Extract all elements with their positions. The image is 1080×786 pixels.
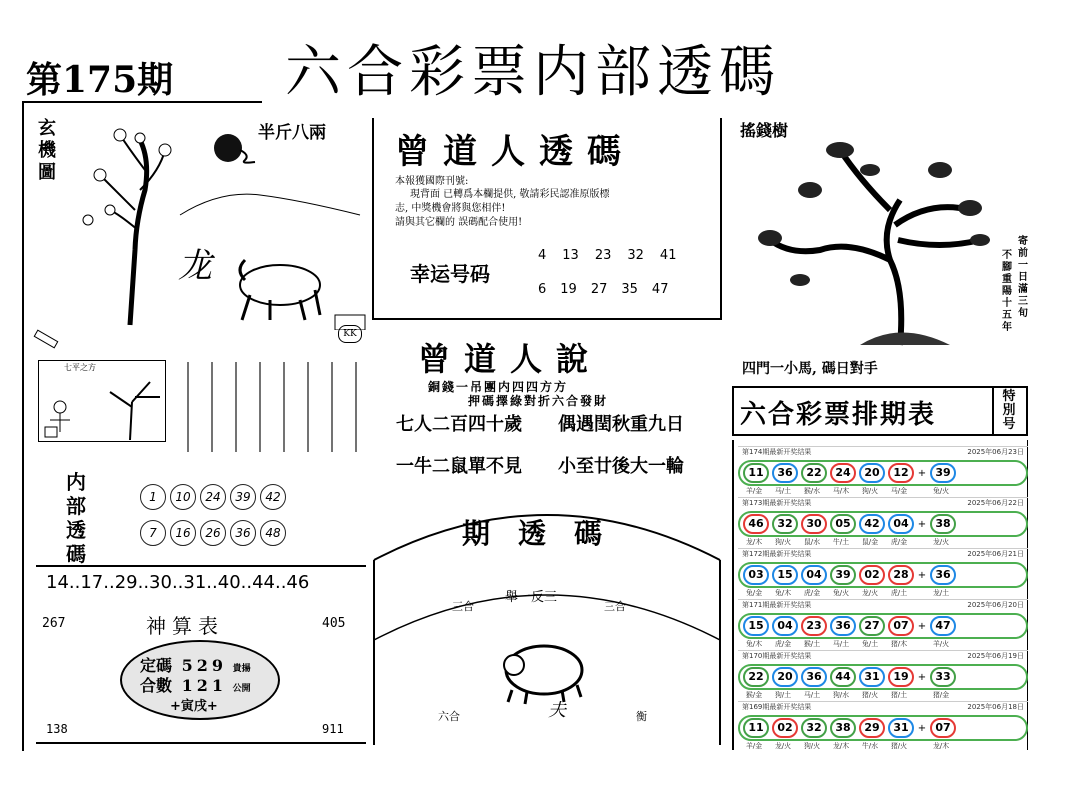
small-pic-drawing: [40, 372, 164, 440]
number-line-border: [36, 565, 366, 567]
draw-row: [738, 701, 1028, 751]
middle-right-border: [720, 118, 722, 318]
draw-ball: 31: [859, 667, 885, 687]
special-ball: 07: [930, 718, 956, 738]
shensuan-line2-label: 合數: [140, 676, 173, 695]
zodiac: 鼠/金: [861, 538, 879, 546]
page-title: 六合彩票内部透碼: [285, 40, 781, 105]
left-vertical-border: [22, 101, 24, 751]
draw-row: [738, 548, 1028, 598]
circled-row-2: [140, 520, 290, 546]
sanhe-left: 三合: [452, 600, 474, 613]
lucky-label: 幸运号码: [410, 262, 490, 286]
zodiac: 马/土: [803, 691, 821, 699]
shensuan-line2-value: 121: [181, 676, 227, 695]
zodiac: 狗/土: [774, 691, 792, 699]
special-ball: 47: [930, 616, 956, 636]
draw-ball: 31: [888, 718, 914, 738]
left-bottom-border: [36, 742, 366, 744]
zodiac: 狗/火: [861, 487, 879, 495]
shensuan-line2: [140, 673, 251, 696]
notice-line-4: 請與其它欄的 誤碼配合使用!: [395, 217, 523, 228]
zodiac: 虎/金: [774, 640, 792, 648]
special-ball: 38: [930, 514, 956, 534]
zodiac: 兔/木: [774, 589, 792, 597]
draw-date: 2025年06月19日: [967, 652, 1024, 660]
special-zodiac: 兔/火: [932, 487, 950, 495]
dragon-char: 龙: [178, 246, 212, 286]
shensuan-line3: +寅戌+: [170, 699, 218, 714]
draw-date: 2025年06月18日: [967, 703, 1024, 711]
draw-ball: 02: [859, 565, 885, 585]
notice-line-2: 現背面 已轉爲本欄提供, 敬請彩民認准原版標: [410, 189, 610, 200]
draw-ball: 02: [772, 718, 798, 738]
draw-ball: 15: [772, 565, 798, 585]
lucky-number: 19: [560, 282, 577, 297]
liuhe: 六合: [438, 710, 460, 723]
draw-period: 第173期最新开奖结果: [742, 499, 812, 507]
side-text-2: 不腳重陽十五年: [1002, 250, 1012, 333]
middle-divider-1: [372, 318, 722, 320]
small-pic-text: 七平之方: [64, 363, 96, 372]
draw-period: 第170期最新开奖结果: [742, 652, 812, 660]
draw-row: [738, 599, 1028, 649]
draw-ball: 24: [830, 463, 856, 483]
money-tree-drawing: [740, 130, 1000, 350]
poem-line-3-left: 七人二百四十歲: [396, 414, 522, 435]
draw-ball: 27: [859, 616, 885, 636]
lucky-number: 13: [562, 248, 579, 263]
lucky-number: 6: [538, 282, 547, 297]
draw-ball: 38: [830, 718, 856, 738]
special-zodiac: 龙/土: [932, 589, 950, 597]
draw-ball: 32: [772, 514, 798, 534]
zodiac: 虎/土: [890, 589, 908, 597]
circled-number: 39: [230, 484, 256, 510]
heng: 衡: [636, 710, 647, 723]
draw-row: [738, 446, 1028, 496]
plus-icon: +: [917, 569, 927, 581]
draw-ball: 19: [888, 667, 914, 687]
draw-ball: 05: [830, 514, 856, 534]
sanhe-right: 三合: [604, 600, 626, 613]
draw-period: 第171期最新开奖结果: [742, 601, 812, 609]
circled-number: 24: [200, 484, 226, 510]
draw-ball: 36: [801, 667, 827, 687]
poem-line-4-right: 小至廿後大一輪: [558, 456, 684, 477]
draw-ball: 20: [859, 463, 885, 483]
zodiac: 龙/火: [774, 742, 792, 750]
section-title-1: 曾道人透碼: [395, 132, 635, 172]
zodiac: 牛/水: [861, 742, 879, 750]
zodiac: 猪/木: [890, 640, 908, 648]
draw-ball: 36: [772, 463, 798, 483]
tree-bottom-text: 四門一小馬, 碼日對手: [742, 361, 878, 377]
zodiac: 马/木: [832, 487, 850, 495]
draw-ball: 03: [743, 565, 769, 585]
draw-period: 第174期最新开奖结果: [742, 448, 812, 456]
special-ball: 39: [930, 463, 956, 483]
draw-period: 第172期最新开奖结果: [742, 550, 812, 558]
shensuan-line1-label: 定碼: [140, 656, 173, 675]
pencil-icon: [34, 330, 59, 349]
circled-number: 42: [260, 484, 286, 510]
lucky-number: 41: [659, 248, 677, 263]
draw-ball: 22: [801, 463, 827, 483]
poem-line-1: 銅錢一吊團内四四方方: [428, 380, 569, 394]
zodiac: 猪/火: [861, 691, 879, 699]
lucky-row-1: [538, 248, 676, 263]
zodiac: 羊/金: [745, 487, 763, 495]
shensuan-tag2: 公開: [232, 684, 251, 694]
zodiac: 猴/土: [803, 640, 821, 648]
draw-ball: 07: [888, 616, 914, 636]
zodiac: 虎/金: [803, 589, 821, 597]
zodiac: 龙/木: [832, 742, 850, 750]
special-zodiac: 龙/木: [932, 742, 950, 750]
circled-number: 48: [260, 520, 286, 546]
draw-ball: 04: [801, 565, 827, 585]
plus-icon: +: [917, 518, 927, 530]
number-line: 14..17..29..30..31..40..44..46: [46, 572, 310, 593]
zodiac: 羊/金: [745, 742, 763, 750]
special-zodiac: 龙/火: [932, 538, 950, 546]
handwriting-columns: [175, 362, 365, 452]
special-ball: 36: [930, 565, 956, 585]
draw-ball: 44: [830, 667, 856, 687]
poem-line-2: 押碼擇綠對折六合發財: [468, 394, 609, 408]
draw-ball: 11: [743, 463, 769, 483]
left-num: 267: [42, 616, 66, 631]
xuanji-label: 玄機圖: [38, 118, 56, 183]
draw-ball: 11: [743, 718, 769, 738]
draw-ball: 20: [772, 667, 798, 687]
zodiac: 马/土: [774, 487, 792, 495]
left-bottom-num: 138: [46, 722, 68, 736]
draw-period: 第169期最新开奖结果: [742, 703, 812, 711]
plus-icon: +: [917, 722, 927, 734]
weight-text: 半斤八兩: [258, 123, 326, 143]
draw-date: 2025年06月23日: [967, 448, 1024, 456]
draw-ball: 04: [772, 616, 798, 636]
lucky-number: 27: [590, 282, 608, 297]
lucky-row-2: [538, 282, 668, 297]
circled-number: 7: [140, 520, 166, 546]
zodiac: 狗/火: [803, 742, 821, 750]
lucky-number: 4: [538, 248, 547, 263]
draw-row: [738, 650, 1028, 700]
circled-number: 36: [230, 520, 256, 546]
section-title-3: 期透碼: [462, 517, 631, 550]
poem-line-4-left: 一牛二鼠單不見: [396, 456, 522, 477]
kk-label: KK: [338, 325, 362, 343]
zodiac: 狗/火: [774, 538, 792, 546]
draw-ball: 12: [888, 463, 914, 483]
zodiac: 牛/土: [832, 538, 850, 546]
lucky-number: 47: [651, 282, 669, 297]
zodiac: 兔/火: [832, 589, 850, 597]
section-title-2: 曾道人說: [418, 340, 603, 378]
notice-line-1: 本報獲國際刊號:: [395, 176, 469, 187]
draw-ball: 30: [801, 514, 827, 534]
draw-ball: 46: [743, 514, 769, 534]
zodiac: 猪/土: [890, 691, 908, 699]
zodiac: 狗/水: [832, 691, 850, 699]
zodiac: 猴/水: [803, 487, 821, 495]
special-label: 特別号: [1002, 389, 1016, 432]
draw-ball: 32: [801, 718, 827, 738]
zodiac: 龙/火: [861, 589, 879, 597]
zodiac: 鼠/水: [803, 538, 821, 546]
left-top-border: [22, 101, 262, 103]
circled-row-1: [140, 484, 290, 510]
inner-code-label: 内部透碼: [66, 470, 86, 566]
zodiac: 兔/金: [745, 589, 763, 597]
plus-icon: +: [917, 671, 927, 683]
center-text: 舉一反三: [505, 590, 558, 605]
special-zodiac: 猪/金: [932, 691, 950, 699]
draw-ball: 04: [888, 514, 914, 534]
plus-icon: +: [917, 620, 927, 632]
lucky-number: 23: [594, 248, 612, 263]
lucky-number: 35: [621, 282, 638, 297]
xuanji-drawing: [60, 120, 370, 330]
draw-row: [738, 497, 1028, 547]
zodiac: 龙/木: [745, 538, 763, 546]
plus-icon: +: [917, 467, 927, 479]
shensuan-line1-value: 529: [181, 656, 227, 675]
draw-ball: 39: [830, 565, 856, 585]
zodiac: 马/金: [890, 487, 908, 495]
draw-ball: 23: [801, 616, 827, 636]
circled-number: 10: [170, 484, 196, 510]
draw-ball: 15: [743, 616, 769, 636]
circled-number: 1: [140, 484, 166, 510]
notice-line-3: 志, 中獎機會將與您相伴!: [395, 203, 506, 214]
circled-number: 26: [200, 520, 226, 546]
draw-ball: 22: [743, 667, 769, 687]
zodiac: 马/土: [832, 640, 850, 648]
tree-label: 搖錢樹: [740, 121, 789, 140]
side-text-1: 寄前一日滿三旬: [1018, 236, 1028, 319]
issue-label: 第175期: [26, 59, 174, 101]
draw-ball: 36: [830, 616, 856, 636]
zodiac: 兔/土: [861, 640, 879, 648]
zodiac: 虎/金: [890, 538, 908, 546]
circled-number: 16: [170, 520, 196, 546]
special-ball: 33: [930, 667, 956, 687]
lucky-number: 32: [627, 248, 644, 263]
draw-date: 2025年06月20日: [967, 601, 1024, 609]
right-bottom-num: 911: [322, 722, 344, 736]
fu-char: 夫: [548, 700, 566, 721]
schedule-title: 六合彩票排期表: [740, 400, 937, 430]
zodiac: 猴/金: [745, 691, 763, 699]
middle-left-border: [372, 118, 374, 318]
draw-date: 2025年06月21日: [967, 550, 1024, 558]
shensuan-tag1: 貴揚: [232, 664, 251, 674]
draw-date: 2025年06月22日: [967, 499, 1024, 507]
draw-ball: 28: [888, 565, 914, 585]
shensuan-title: 神算表: [146, 614, 224, 638]
zodiac: 兔/木: [745, 640, 763, 648]
poem-line-3-right: 偶遇閏秋重九日: [558, 414, 684, 435]
right-num: 405: [322, 616, 346, 631]
draw-ball: 42: [859, 514, 885, 534]
zodiac: 猪/火: [890, 742, 908, 750]
special-zodiac: 羊/火: [932, 640, 950, 648]
draw-ball: 29: [859, 718, 885, 738]
